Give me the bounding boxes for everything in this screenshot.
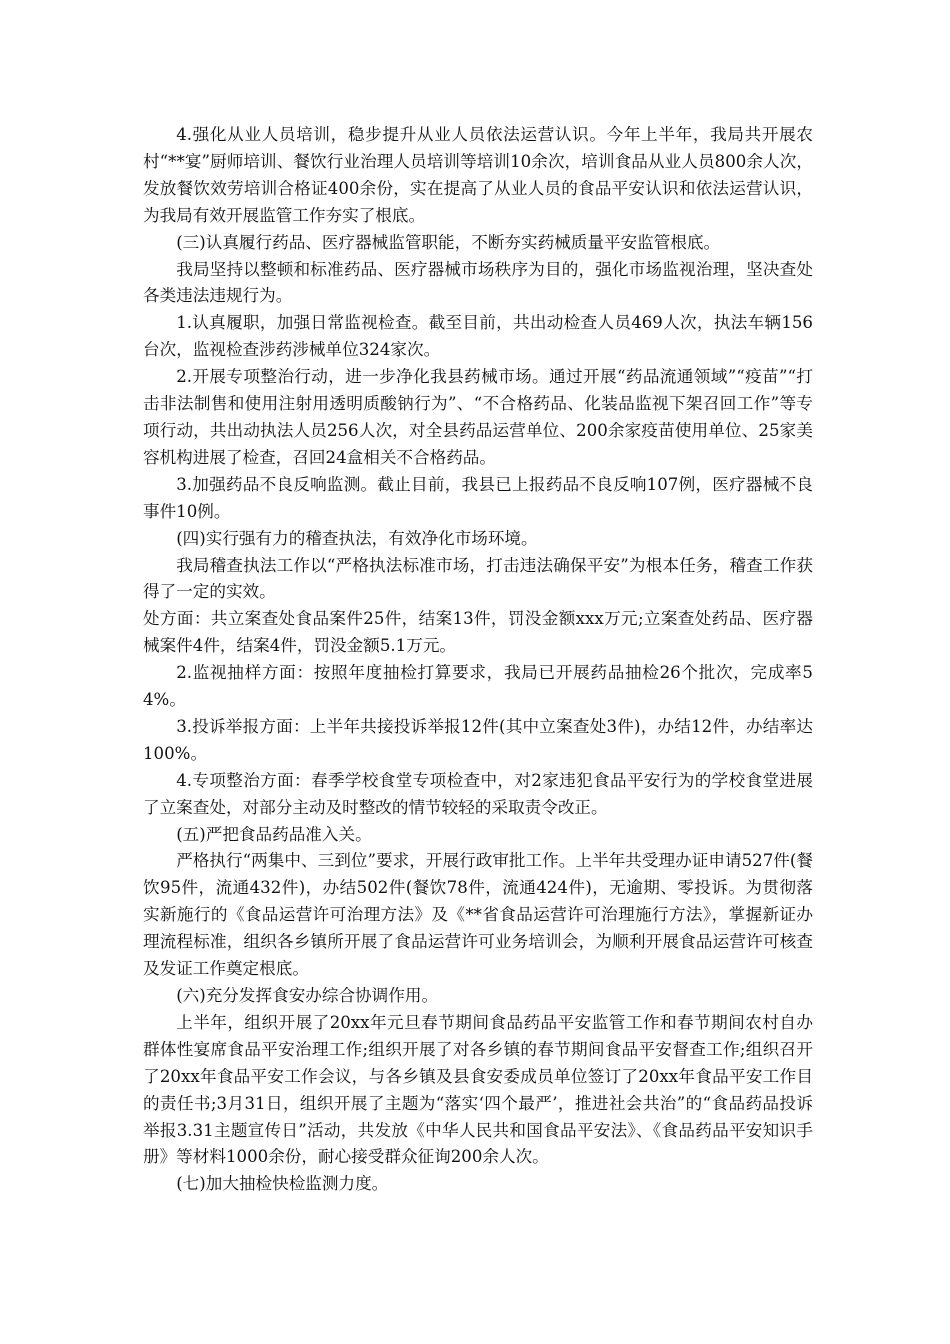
section-heading-6: (六)充分发挥食安办综合协调作用。 <box>176 986 439 1005</box>
paragraph-case-handling: 处方面：共立案查处食品案件25件，结案13件，罚没金额xxx万元;立案查处药品、医疗器械案件4件，结案4件，罚没金额5.1万元。 <box>143 609 813 656</box>
paragraph-sampling: 2.监视抽样方面：按照年度抽检打算要求，我局已开展药品抽检26个批次，完成率54%。 <box>143 663 813 710</box>
paragraph-coordination: 上半年，组织开展了20xx年元旦春节期间食品药品平安监管工作和春节期间农村自办群体性宴席食品平安治理工作;组织开展了对各乡镇的春节期间食品平安督查工作;组织召开了20xx年食品平安工作会议，与各乡镇及县食安委成员单位签订了20xx年食品平安工作目的责任书;3月31日，组织开展了主题为“落实‘四个最严’，推进社会共治”的“食品药品投诉举报3.31主题宣传日”活动，共发放《中华人民共和国食品平安法》、《食品药品平安知识手册》等材料1000余份，耐心接受群众征询200余人次。 <box>143 1012 813 1167</box>
paragraph-daily-inspection: 1.认真履职，加强日常监视检查。截至目前，共出动检查人员469人次，执法车辆156台次，监视检查涉药涉械单位324家次。 <box>143 313 813 360</box>
section-heading-7: (七)加大抽检快检监测力度。 <box>176 1174 389 1194</box>
paragraph-training: 4.强化从业人员培训，稳步提升从业人员依法运营认识。今年上半年，我局共开展农村“**宴”厨师培训、餐饮行业治理人员培训等培训10余次，培训食品从业人员800余人次，发放餐饮效劳培训合格证400余份，实在提高了从业人员的食品平安认识和依法运营认识，为我局有效开展监管工作夯实了根底。 <box>143 125 813 225</box>
paragraph-special-rectification: 4.专项整治方面：春季学校食堂专项检查中，对2家违犯食品平安行为的学校食堂进展了立案查处，对部分主动及时整改的情节较轻的采取责令改正。 <box>143 770 813 817</box>
section-heading-5: (五)严把食品药品准入关。 <box>176 824 372 844</box>
paragraph-adverse-reaction: 3.加强药品不良反响监测。截止目前，我县已上报药品不良反响107例，医疗器械不良事件10例。 <box>143 474 813 521</box>
document-body <box>143 122 813 1198</box>
paragraph-enforcement-intro: 我局稽查执法工作以“严格执法标准市场，打击违法确保平安”为根本任务，稽查工作获得了一定的实效。 <box>143 555 813 602</box>
paragraph-special-action: 2.开展专项整治行动，进一步净化我县药械市场。通过开展“药品流通领域”“疫苗”“打击非法制售和使用注射用透明质酸钠行为”、“不合格药品、化装品监视下架召回工作”等专项行动，共出动执法人员256人次，对全县药品运营单位、200余家疫苗使用单位、25家美容机构进展了检查，召回24盒相关不合格药品。 <box>143 367 813 467</box>
paragraph-drug-intro: 我局坚持以整顿和标准药品、医疗器械市场秩序为目的，强化市场监视治理，坚决查处各类违法违规行为。 <box>143 259 813 306</box>
section-heading-3: (三)认真履行药品、医疗器械监管职能，不断夯实药械质量平安监管根底。 <box>176 232 721 252</box>
paragraph-complaints: 3.投诉举报方面：上半年共接投诉举报12件(其中立案查处3件)，办结12件，办结率达100%。 <box>143 716 813 763</box>
section-heading-4: (四)实行强有力的稽查执法，有效净化市场环境。 <box>176 528 538 548</box>
paragraph-approval: 严格执行“两集中、三到位”要求，开展行政审批工作。上半年共受理办证申请527件(餐饮95件，流通432件)，办结502件(餐饮78件，流通424件)，无逾期、零投诉。为贯彻落实新施行的《食品运营许可治理方法》及《**省食品运营许可治理施行方法》，掌握新证办理流程标准，组织各乡镇所开展了食品运营许可业务培训会，为顺利开展食品运营许可核查及发证工作奠定根底。 <box>143 851 813 979</box>
